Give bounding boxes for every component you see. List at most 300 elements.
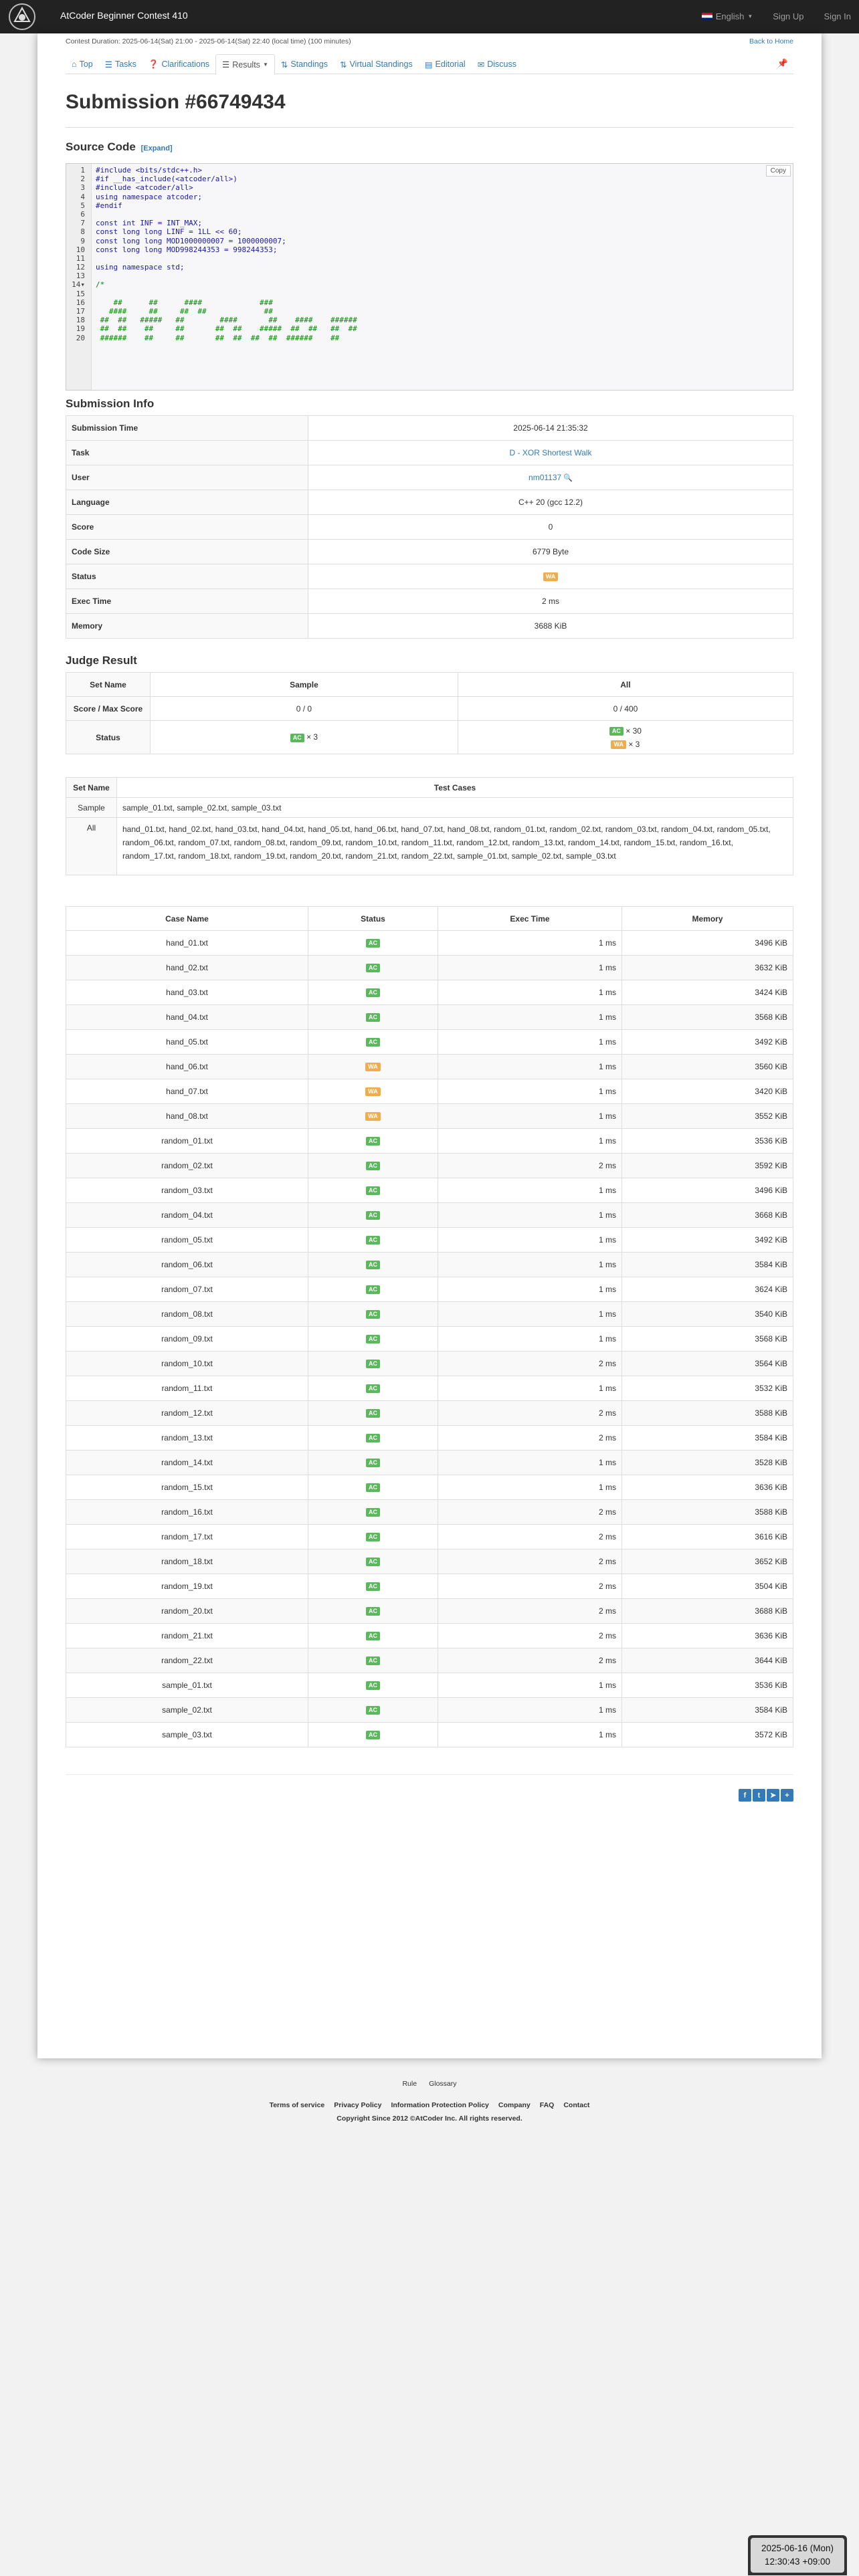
table-row — [66, 1030, 793, 1055]
line-number: 3 — [80, 183, 85, 193]
code-text: /* — [96, 280, 105, 290]
status-badge: AC — [366, 1335, 380, 1344]
sample-header: Sample — [151, 673, 458, 697]
info-label: Code Size — [66, 540, 308, 564]
tab-clarifications[interactable] — [142, 54, 215, 74]
table-row — [66, 1698, 793, 1723]
status-badge: AC — [366, 1558, 380, 1566]
main-container — [37, 33, 822, 2058]
judge-result-table — [66, 672, 793, 754]
source-code-title: Source Code — [66, 140, 136, 153]
share-plus-icon[interactable]: + — [781, 1789, 793, 1802]
info-row — [66, 515, 793, 540]
case-exec-time: 1 ms — [438, 1129, 622, 1154]
status-badge: AC — [366, 1162, 380, 1170]
line-number: 15 — [76, 289, 85, 298]
code-line — [66, 193, 793, 201]
question-icon: ❓ — [148, 59, 159, 69]
line-number: 7 — [80, 219, 85, 228]
info-row — [66, 564, 793, 589]
tab-label: Discuss — [487, 60, 516, 69]
line-number: 5 — [80, 201, 85, 210]
source-code-block[interactable] — [66, 163, 793, 391]
all-header: All — [458, 673, 793, 697]
case-status — [308, 1574, 438, 1599]
table-row — [66, 956, 793, 980]
case-name: random_02.txt — [66, 1154, 308, 1178]
copyright: Copyright Since 2012 ©AtCoder Inc. All rights reserved. — [337, 2115, 522, 2123]
line-number: 1 — [80, 166, 85, 175]
case-status — [308, 1079, 438, 1104]
code-lines — [66, 166, 793, 342]
code-text: const long long MOD998244353 = 998244353; — [96, 245, 278, 254]
code-text: ## ## #### ### — [96, 298, 273, 307]
pin-icon[interactable]: 📌 — [777, 58, 788, 68]
table-row — [66, 931, 793, 956]
case-memory: 3536 KiB — [622, 1129, 793, 1154]
tab-virtual-standings[interactable] — [334, 54, 419, 74]
case-name: random_15.txt — [66, 1475, 308, 1500]
info-protection-link[interactable]: Information Protection Policy — [391, 2101, 489, 2109]
status-header: Status — [308, 907, 438, 931]
code-line — [66, 166, 793, 175]
divider — [66, 127, 793, 128]
caret-down-icon: ▼ — [262, 62, 268, 68]
test-sets-table — [66, 777, 793, 875]
case-memory: 3652 KiB — [622, 1549, 793, 1574]
contest-tabs — [66, 54, 793, 74]
info-label: Exec Time — [66, 589, 308, 614]
status-badge: AC — [366, 1360, 380, 1368]
info-value — [308, 490, 793, 515]
table-row — [66, 1648, 793, 1673]
copy-button[interactable]: Copy — [766, 165, 791, 177]
status-badge: AC — [366, 1038, 380, 1047]
case-name: hand_06.txt — [66, 1055, 308, 1079]
line-number: 16 — [76, 298, 85, 307]
case-status — [308, 1203, 438, 1228]
case-status — [308, 1277, 438, 1302]
status-badge: AC — [366, 1434, 380, 1442]
faq-link[interactable]: FAQ — [539, 2101, 555, 2109]
code-line — [66, 307, 793, 316]
status-badge: AC — [366, 1137, 380, 1146]
privacy-link[interactable]: Privacy Policy — [334, 2101, 382, 2109]
code-line — [66, 183, 793, 192]
tab-label: Virtual Standings — [349, 60, 413, 69]
ac-count: × 3 — [306, 732, 318, 742]
line-number: 8 — [80, 227, 85, 237]
case-name-header: Case Name — [66, 907, 308, 931]
case-exec-time: 1 ms — [438, 1203, 622, 1228]
submission-info-heading: Submission Info — [66, 397, 155, 410]
footer — [0, 2080, 859, 2123]
table-row — [66, 1203, 793, 1228]
case-memory: 3532 KiB — [622, 1376, 793, 1401]
sign-up-link[interactable]: Sign Up — [773, 11, 804, 21]
info-label: User — [66, 465, 308, 490]
code-line — [66, 237, 793, 245]
case-exec-time: 2 ms — [438, 1549, 622, 1574]
code-line — [66, 290, 793, 298]
judge-result-heading: Judge Result — [66, 654, 137, 667]
table-row — [66, 1426, 793, 1451]
info-row — [66, 614, 793, 639]
case-memory: 3504 KiB — [622, 1574, 793, 1599]
code-line — [66, 254, 793, 263]
case-name: random_21.txt — [66, 1624, 308, 1648]
user-link[interactable]: nm01137 — [529, 473, 562, 482]
case-memory: 3572 KiB — [622, 1723, 793, 1747]
set-name-header: Set Name — [66, 673, 151, 697]
case-status — [308, 1376, 438, 1401]
info-label: Submission Time — [66, 416, 308, 441]
status-label: Status — [66, 721, 151, 754]
case-exec-time: 1 ms — [438, 1451, 622, 1475]
case-status — [308, 1352, 438, 1376]
table-row — [66, 1500, 793, 1525]
table-row — [66, 1673, 793, 1698]
set-name-header: Set Name — [66, 778, 117, 798]
share-buttons — [739, 1789, 793, 1802]
code-text: #if __has_include(<atcoder/all>) — [96, 175, 237, 184]
twitter-icon[interactable]: t — [753, 1789, 765, 1802]
case-status — [308, 1723, 438, 1747]
status-badge: AC — [366, 1285, 380, 1294]
task-link[interactable]: D - XOR Shortest Walk — [509, 448, 592, 457]
case-memory: 3644 KiB — [622, 1648, 793, 1673]
case-exec-time: 2 ms — [438, 1574, 622, 1599]
case-status — [308, 1648, 438, 1673]
test-cases-header: Test Cases — [117, 778, 793, 798]
info-label: Status — [66, 564, 308, 589]
line-number: 9 — [80, 236, 85, 245]
case-exec-time: 2 ms — [438, 1401, 622, 1426]
info-value-text: 6779 Byte — [532, 547, 569, 556]
list-icon: ☰ — [104, 60, 112, 70]
table-row — [66, 1079, 793, 1104]
memory-header: Memory — [622, 907, 793, 931]
submission-info-table — [66, 415, 793, 639]
case-memory: 3568 KiB — [622, 1327, 793, 1352]
ac-count: × 30 — [626, 726, 642, 736]
case-exec-time: 2 ms — [438, 1599, 622, 1624]
code-line — [66, 210, 793, 219]
case-memory: 3588 KiB — [622, 1500, 793, 1525]
comment-icon: ✉ — [477, 60, 485, 70]
case-exec-time: 1 ms — [438, 1723, 622, 1747]
case-memory: 3688 KiB — [622, 1599, 793, 1624]
case-name: random_11.txt — [66, 1376, 308, 1401]
tab-label: Editorial — [435, 60, 466, 69]
search-icon[interactable]: 🔍 — [561, 474, 573, 482]
case-name: random_22.txt — [66, 1648, 308, 1673]
case-exec-time: 1 ms — [438, 1698, 622, 1723]
source-code-heading — [66, 140, 173, 154]
case-status — [308, 1302, 438, 1327]
code-text: const int INF = INT_MAX; — [96, 219, 202, 228]
atcoder-logo-icon[interactable] — [8, 3, 36, 31]
tab-standings[interactable] — [275, 54, 334, 74]
code-text: ## ## ##### ## #### ## #### ###### — [96, 316, 357, 325]
case-status — [308, 1500, 438, 1525]
code-line — [66, 245, 793, 254]
case-results-table — [66, 906, 793, 1747]
info-row — [66, 465, 793, 490]
case-memory: 3584 KiB — [622, 1426, 793, 1451]
case-name: random_17.txt — [66, 1525, 308, 1549]
case-exec-time: 1 ms — [438, 1079, 622, 1104]
back-to-home-link[interactable]: Back to Home — [749, 37, 793, 45]
case-memory: 3588 KiB — [622, 1401, 793, 1426]
fixed-clock — [748, 2535, 847, 2575]
status-badge: AC — [366, 1656, 380, 1665]
table-row — [66, 1525, 793, 1549]
case-memory: 3564 KiB — [622, 1352, 793, 1376]
status-badge: WA — [365, 1112, 381, 1121]
case-status — [308, 1005, 438, 1030]
company-link[interactable]: Company — [498, 2101, 531, 2109]
status-badge: AC — [366, 964, 380, 972]
line-number: 4 — [80, 192, 85, 201]
code-line — [66, 201, 793, 210]
case-status — [308, 931, 438, 956]
table-row — [66, 1327, 793, 1352]
table-row — [66, 1104, 793, 1129]
facebook-icon[interactable]: f — [739, 1789, 751, 1802]
sample-status — [151, 721, 458, 754]
sort-icon: ⇅ — [339, 60, 347, 70]
top-navbar — [0, 0, 859, 33]
status-badge: AC — [366, 1533, 380, 1541]
ac-badge: AC — [290, 734, 304, 742]
case-status — [308, 1104, 438, 1129]
code-text: ## ## ## ## ## ## ##### ## ## ## ## — [96, 324, 357, 334]
wa-badge: WA — [611, 740, 626, 749]
case-exec-time: 1 ms — [438, 1055, 622, 1079]
score-label: Score / Max Score — [66, 697, 151, 721]
case-exec-time: 1 ms — [438, 1277, 622, 1302]
case-status — [308, 1129, 438, 1154]
case-status — [308, 956, 438, 980]
case-exec-time: 1 ms — [438, 1178, 622, 1203]
case-name: sample_02.txt — [66, 1698, 308, 1723]
table-row — [66, 1154, 793, 1178]
test-case-list: hand_01.txt, hand_02.txt, hand_03.txt, hand_04.txt, hand_05.txt, hand_06.txt, hand_07.txt, hand_08.txt, random_01.txt, random_02.txt, random_03.txt, random_04.txt, random_05.txt, random_06.txt, random_07.txt, random_08.txt, random_09.txt, random_10.txt, random_11.txt, random_12.txt, random_13.txt, random_14.txt, random_15.txt, random_16.txt, random_17.txt, random_18.txt, random_19.txt, random_20.txt, random_21.txt, random_22.txt, sample_01.txt, sample_02.txt, sample_03.txt — [117, 818, 793, 875]
glossary-link[interactable]: Glossary — [429, 2080, 457, 2088]
case-status — [308, 1673, 438, 1698]
table-row — [66, 1228, 793, 1253]
home-icon: ⌂ — [72, 60, 77, 69]
clock-time: 12:30:43 +09:00 — [765, 2557, 830, 2567]
status-badge: AC — [366, 1483, 380, 1492]
case-memory: 3636 KiB — [622, 1475, 793, 1500]
code-text — [90, 210, 96, 219]
clock-display — [751, 2538, 844, 2573]
contact-link[interactable]: Contact — [563, 2101, 590, 2109]
line-number: 20 — [76, 333, 85, 342]
status-badge: WA — [365, 1063, 381, 1071]
terms-link[interactable]: Terms of service — [269, 2101, 325, 2109]
status-badge: AC — [366, 1409, 380, 1418]
info-value — [308, 589, 793, 614]
tab-results[interactable] — [215, 54, 275, 75]
case-memory: 3424 KiB — [622, 980, 793, 1005]
code-line — [66, 280, 793, 289]
info-value — [308, 564, 793, 589]
case-memory: 3540 KiB — [622, 1302, 793, 1327]
case-status — [308, 1599, 438, 1624]
code-text — [90, 272, 96, 280]
info-row — [66, 540, 793, 564]
all-status — [458, 721, 793, 754]
info-value-text: 3688 KiB — [534, 621, 567, 631]
info-value — [308, 614, 793, 639]
info-value — [308, 441, 793, 465]
language-label: English — [715, 11, 745, 21]
info-value-text: 2 ms — [541, 597, 559, 606]
table-row — [66, 1574, 793, 1599]
tab-discuss[interactable] — [472, 54, 522, 74]
sign-in-link[interactable]: Sign In — [824, 11, 851, 21]
case-name: random_19.txt — [66, 1574, 308, 1599]
code-text: const long long MOD1000000007 = 1000000007; — [96, 236, 286, 245]
case-memory: 3560 KiB — [622, 1055, 793, 1079]
status-badge: AC — [366, 1706, 380, 1715]
case-name: hand_08.txt — [66, 1104, 308, 1129]
table-row — [66, 1475, 793, 1500]
code-text — [90, 290, 96, 298]
info-value-text: 2025-06-14 21:35:32 — [513, 423, 588, 433]
case-name: random_01.txt — [66, 1129, 308, 1154]
case-name: sample_01.txt — [66, 1673, 308, 1698]
status-badge: AC — [366, 1681, 380, 1690]
tab-label: Clarifications — [161, 60, 210, 69]
case-name: hand_04.txt — [66, 1005, 308, 1030]
table-row — [66, 1723, 793, 1747]
case-name: random_14.txt — [66, 1451, 308, 1475]
case-memory: 3584 KiB — [622, 1698, 793, 1723]
info-row — [66, 416, 793, 441]
case-memory: 3492 KiB — [622, 1030, 793, 1055]
case-memory: 3584 KiB — [622, 1253, 793, 1277]
status-badge: AC — [366, 1632, 380, 1640]
info-value — [308, 465, 793, 490]
table-row — [66, 1005, 793, 1030]
case-name: random_05.txt — [66, 1228, 308, 1253]
case-status — [308, 1327, 438, 1352]
code-line — [66, 334, 793, 342]
code-text: #include <atcoder/all> — [96, 183, 193, 193]
info-value-text: 0 — [548, 522, 553, 532]
status-badge: AC — [366, 1236, 380, 1245]
code-line — [66, 316, 793, 324]
tab-label: Standings — [290, 60, 328, 69]
case-status — [308, 980, 438, 1005]
code-text: using namespace atcoder; — [96, 192, 202, 201]
status-badge: WA — [543, 572, 559, 581]
table-row — [66, 1451, 793, 1475]
status-badge: AC — [366, 1211, 380, 1220]
case-exec-time: 2 ms — [438, 1624, 622, 1648]
table-row — [66, 980, 793, 1005]
info-value — [308, 416, 793, 441]
case-name: random_04.txt — [66, 1203, 308, 1228]
case-memory: 3636 KiB — [622, 1624, 793, 1648]
code-line — [66, 298, 793, 307]
case-status — [308, 1426, 438, 1451]
case-exec-time: 1 ms — [438, 980, 622, 1005]
tab-tasks[interactable] — [99, 54, 142, 74]
case-name: random_20.txt — [66, 1599, 308, 1624]
code-line — [66, 227, 793, 236]
case-exec-time: 2 ms — [438, 1154, 622, 1178]
case-name: random_12.txt — [66, 1401, 308, 1426]
case-name: random_08.txt — [66, 1302, 308, 1327]
status-badge: AC — [366, 1607, 380, 1616]
table-row — [66, 1549, 793, 1574]
case-name: hand_01.txt — [66, 931, 308, 956]
code-line — [66, 324, 793, 333]
case-exec-time: 1 ms — [438, 1376, 622, 1401]
case-memory: 3632 KiB — [622, 956, 793, 980]
tab-editorial[interactable] — [419, 54, 472, 74]
case-exec-time: 2 ms — [438, 1426, 622, 1451]
case-status — [308, 1055, 438, 1079]
status-badge: AC — [366, 1261, 380, 1269]
case-exec-time: 1 ms — [438, 956, 622, 980]
status-badge: AC — [366, 1731, 380, 1739]
status-badge: AC — [366, 1459, 380, 1467]
sort-icon: ⇅ — [280, 60, 288, 70]
case-exec-time: 1 ms — [438, 931, 622, 956]
case-exec-time: 1 ms — [438, 1005, 622, 1030]
info-value — [308, 515, 793, 540]
code-line — [66, 272, 793, 280]
case-exec-time: 1 ms — [438, 1030, 622, 1055]
tab-top[interactable] — [66, 54, 99, 74]
case-memory: 3592 KiB — [622, 1154, 793, 1178]
info-row — [66, 490, 793, 515]
uk-flag-icon — [702, 13, 712, 20]
case-exec-time: 1 ms — [438, 1228, 622, 1253]
code-text: #include <bits/stdc++.h> — [96, 166, 202, 175]
tab-label: Tasks — [114, 60, 136, 69]
info-label: Memory — [66, 614, 308, 639]
line-number: 17 — [76, 307, 85, 316]
expand-link[interactable]: [Expand] — [140, 144, 173, 152]
status-badge: AC — [366, 1310, 380, 1319]
footer-links-primary — [0, 2080, 859, 2088]
sample-score: 0 / 0 — [151, 697, 458, 721]
contest-title[interactable]: AtCoder Beginner Contest 410 — [60, 10, 188, 21]
line-number: 19 — [76, 324, 85, 334]
line-number: 13 — [76, 272, 85, 281]
case-memory: 3496 KiB — [622, 1178, 793, 1203]
case-memory: 3668 KiB — [622, 1203, 793, 1228]
rule-link[interactable]: Rule — [402, 2080, 417, 2088]
case-exec-time: 1 ms — [438, 1673, 622, 1698]
table-row — [66, 1302, 793, 1327]
table-row — [66, 1277, 793, 1302]
tab-label: Results — [232, 60, 260, 70]
info-row — [66, 441, 793, 465]
status-badge: AC — [366, 1384, 380, 1393]
case-memory: 3420 KiB — [622, 1079, 793, 1104]
language-selector[interactable] — [702, 11, 753, 21]
case-status — [308, 1624, 438, 1648]
telegram-icon[interactable]: ➤ — [767, 1789, 779, 1802]
